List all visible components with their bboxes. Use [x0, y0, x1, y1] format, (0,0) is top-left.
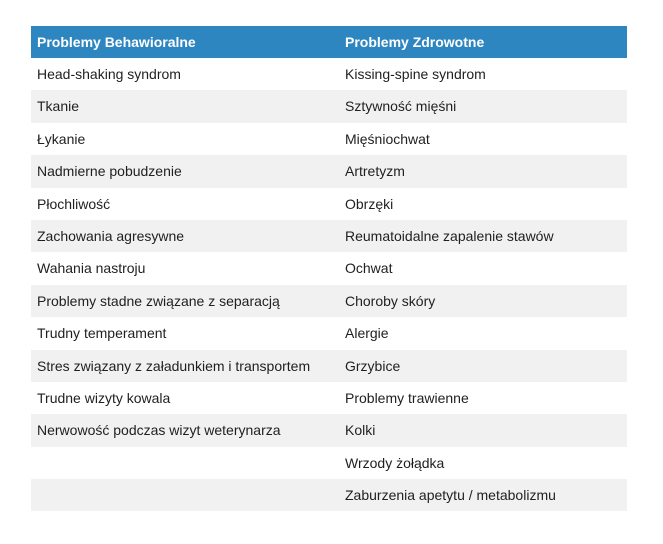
cell-health: Sztywność mięśni: [345, 98, 457, 115]
table-row: [31, 285, 627, 317]
table-row: [31, 414, 627, 446]
table-row: [31, 382, 627, 414]
cell-behavioral: Zachowania agresywne: [37, 227, 185, 244]
cell-health: Obrzęki: [345, 195, 394, 212]
cell-behavioral: Łykanie: [37, 130, 86, 147]
cell-health: Ochwat: [345, 260, 393, 277]
cell-health: Reumatoidalne zapalenie stawów: [345, 227, 554, 244]
cell-health: Choroby skóry: [345, 292, 436, 309]
cell-health: Zaburzenia apetytu / metabolizmu: [345, 487, 556, 504]
cell-behavioral: Head-shaking syndrom: [37, 66, 181, 82]
table-row: [31, 252, 627, 284]
cell-health: Grzybice: [345, 357, 401, 374]
cell-behavioral: Nadmierne pobudzenie: [37, 163, 182, 180]
table-row: [31, 188, 627, 220]
cell-behavioral: [31, 479, 339, 511]
table-row: [31, 90, 627, 122]
cell-behavioral: Wahania nastroju: [37, 260, 146, 277]
table-row: [31, 317, 627, 349]
cell-health: Alergie: [345, 325, 389, 342]
cell-behavioral: Nerwowość podczas wizyt weterynarza: [37, 422, 281, 439]
cell-health: Kolki: [345, 422, 376, 439]
header-behavioral: Problemy Behawioralne: [37, 34, 196, 50]
cell-health: Problemy trawienne: [345, 389, 469, 406]
cell-behavioral: Tkanie: [37, 98, 80, 115]
table-body: [31, 58, 627, 511]
cell-behavioral: Płochliwość: [37, 195, 111, 212]
cell-behavioral: Trudne wizyty kowala: [37, 389, 171, 406]
header-health: Problemy Zdrowotne: [345, 34, 485, 50]
table-row: [31, 58, 627, 90]
table-row: [31, 123, 627, 155]
cell-behavioral: Stres związany z załadunkiem i transportem: [37, 357, 311, 374]
cell-health: Artretyzm: [345, 163, 405, 180]
table-row: [31, 350, 627, 382]
table-row: [31, 155, 627, 187]
table-row: [31, 479, 627, 511]
cell-health: Mięśniochwat: [345, 130, 430, 147]
table-header-row: [31, 26, 627, 58]
problems-table: [31, 26, 627, 511]
table-row: [31, 447, 627, 479]
table-row: [31, 220, 627, 252]
cell-health: Kissing-spine syndrom: [345, 66, 486, 82]
cell-behavioral: [31, 447, 339, 479]
cell-health: Wrzody żołądka: [345, 454, 445, 471]
cell-behavioral: Trudny temperament: [37, 325, 167, 342]
cell-behavioral: Problemy stadne związane z separacją: [37, 292, 280, 309]
